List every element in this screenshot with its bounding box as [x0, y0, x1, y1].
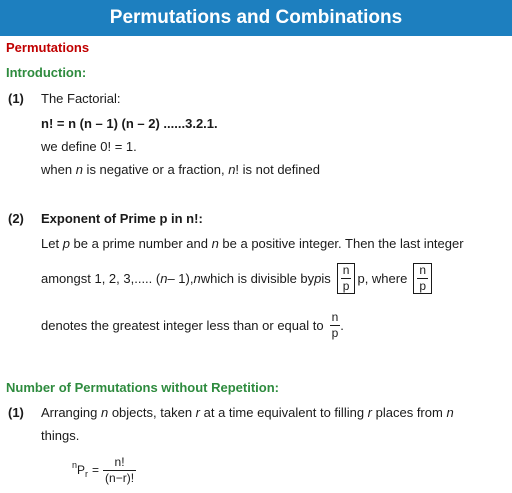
- text: denotes the greatest integer less than or equal to: [41, 317, 324, 333]
- exponent-line-3: [41, 308, 344, 342]
- npr-equals: =: [92, 463, 100, 477]
- var-r: r: [367, 405, 373, 420]
- text: Let: [41, 236, 63, 251]
- text: which is divisible by: [200, 270, 315, 286]
- fraction-denominator: p: [331, 325, 339, 340]
- var-p: p: [62, 236, 70, 251]
- arranging-line-1: [41, 405, 454, 420]
- npr-fraction: [103, 455, 136, 486]
- fraction-n-over-p: [341, 263, 352, 294]
- text: be a positive integer. Then the last integer: [218, 236, 464, 251]
- note-text: is negative or a fraction,: [82, 162, 229, 177]
- text: at a time equivalent to filling: [200, 405, 368, 420]
- var-n: n: [446, 405, 454, 420]
- item-number-1: (1): [8, 91, 24, 106]
- page-title: Permutations and Combinations: [0, 0, 512, 36]
- var-r: r: [195, 405, 201, 420]
- var-p: p: [314, 270, 322, 286]
- section-heading-permutations: Permutations: [6, 40, 90, 55]
- exponent-line-1: [41, 236, 464, 251]
- arranging-line-2: things.: [41, 428, 80, 443]
- zero-factorial-definition: we define 0! = 1.: [41, 139, 137, 154]
- item-number-3: (1): [8, 405, 24, 420]
- item-number-2: (2): [8, 211, 24, 226]
- var-n: n: [193, 270, 201, 286]
- npr-numerator: n!: [114, 454, 125, 469]
- note-text: when: [41, 162, 76, 177]
- text: be a prime number and: [69, 236, 212, 251]
- npr-formula: [72, 452, 136, 488]
- npr-superscript: n: [72, 460, 78, 470]
- introduction-heading: Introduction:: [6, 65, 87, 80]
- factorial-formula: n! = n (n – 1) (n – 2) ......3.2.1.: [41, 116, 218, 131]
- fraction-denominator: p: [419, 278, 427, 293]
- exponent-prime-heading: Exponent of Prime p in n!:: [41, 211, 203, 226]
- factorial-note: [41, 162, 320, 177]
- var-n: n: [160, 270, 168, 286]
- text: is: [321, 270, 331, 286]
- fraction-numerator: n: [342, 262, 350, 277]
- exponent-line-2: [41, 258, 434, 298]
- npr-denominator: (n−r)!: [105, 470, 135, 485]
- var-n: n: [100, 405, 109, 420]
- npr-p: P: [77, 463, 86, 477]
- fraction-numerator: n: [419, 262, 427, 277]
- floor-bracket-n-over-p: [337, 263, 356, 294]
- text: .: [340, 317, 344, 333]
- floor-bracket-n-over-p: [413, 263, 432, 294]
- fraction-denominator: p: [342, 278, 350, 293]
- text: Arranging: [41, 405, 101, 420]
- fraction-numerator: n: [331, 309, 339, 324]
- permutations-without-repetition-heading: Number of Permutations without Repetition:: [6, 380, 279, 395]
- note-text: ! is not defined: [235, 162, 320, 177]
- text: – 1),: [167, 270, 194, 286]
- text: places from: [372, 405, 447, 420]
- text: p, where: [357, 270, 408, 286]
- text: amongst 1, 2, 3,..... (: [41, 270, 161, 286]
- factorial-label: The Factorial:: [41, 91, 121, 106]
- text: objects, taken: [108, 405, 196, 420]
- fraction-n-over-p: [330, 310, 341, 341]
- var-n: n: [228, 162, 236, 177]
- var-n: n: [75, 162, 83, 177]
- fraction-n-over-p: [417, 263, 428, 294]
- var-n: n: [211, 236, 219, 251]
- npr-subscript: r: [85, 469, 89, 479]
